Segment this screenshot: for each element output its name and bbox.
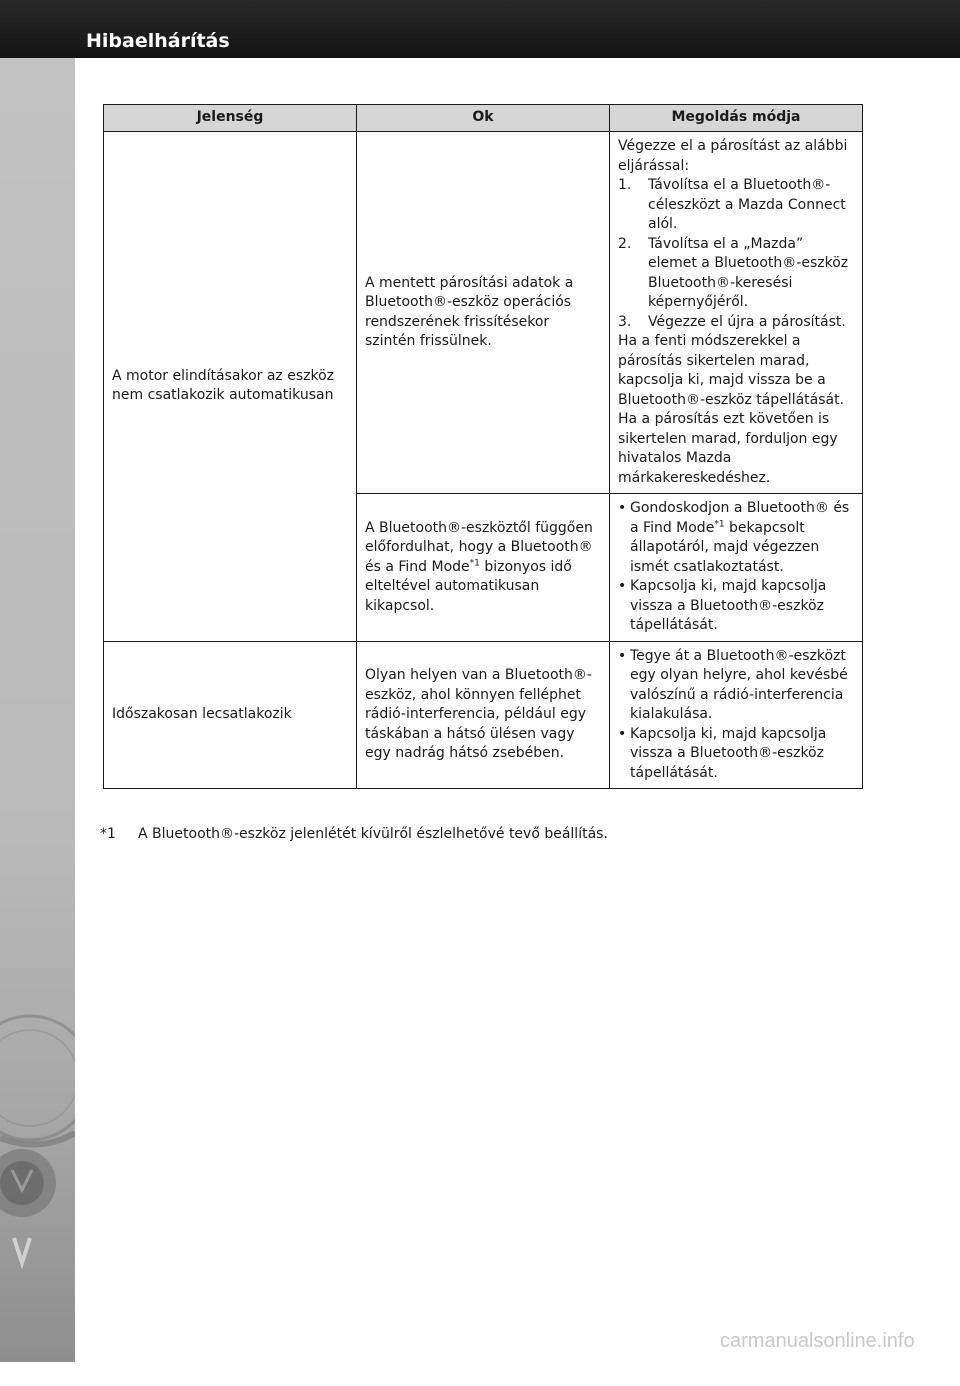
table-row [104,132,863,494]
solution-cell-find-mode [610,494,863,642]
cause-cell-pairing-update [357,132,610,494]
list-item: 1. Távolítsa el a Bluetooth®-céleszközt a Mazda Connect alól. [618,177,846,232]
column-header-cause: Ok [357,105,610,132]
solution-cell-interference [610,641,863,789]
column-header-symptom: Jelenség [104,105,357,132]
section-title: Hibaelhárítás [86,30,230,52]
footnote-text: A Bluetooth®-eszköz jelenlétét kívülről észlelhetővé tevő beállítás. [138,826,608,842]
table-header-row [104,105,863,132]
column-header-solution: Megoldás módja [610,105,863,132]
troubleshooting-table [103,104,863,789]
list-item: • Kapcsolja ki, majd kapcsolja vissza a Bluetooth®-eszköz tápellátását. [618,578,827,633]
page-number: 5-26 [13,1358,62,1385]
cause-text: A mentett párosítási adatok a Bluetooth®-eszköz operációs rendszerének frissítésekor szintén frissülnek. [365,274,574,349]
dashboard-illustration [0,938,75,1362]
list-item: 3. Végezze el újra a párosítást. [618,313,846,330]
sidebar-decoration [0,58,75,1385]
solution-cell-repair-pairing [610,132,863,494]
solution-outro: Ha a fenti módszerekkel a párosítás sikertelen marad, kapcsolja ki, majd vissza be a Bluetooth®-eszköz tápellátását. Ha a párosítás ezt követően is sikertelen marad, forduljon egy hivatalos Mazda márkakereskedéshez. [618,333,845,486]
symptom-cell-auto-connect [104,132,357,642]
symptom-cell-intermittent [104,641,357,789]
solution-bullets [618,499,856,636]
list-item: • Gondoskodjon a Bluetooth® és a Find Mode$^{*1}$ bekapcsolt állapotáról, majd végezzen ismét csatlakoztatást. [618,500,850,575]
list-item: • Tegye át a Bluetooth®-eszközt egy olyan helyre, ahol kevésbé valószínű a rádió-interferencia kialakulása. [618,647,848,722]
symptom-text: A motor elindításakor az eszköz nem csatlakozik automatikusan [112,367,335,404]
solution-intro: Végezze el a párosítást az alábbi eljárással: [618,138,848,174]
cause-cell-find-mode [357,494,610,642]
solution-bullets [618,647,856,784]
cause-cell-interference [357,641,610,789]
list-item: • Kapcsolja ki, majd kapcsolja vissza a Bluetooth®-eszköz tápellátását. [618,725,827,781]
footnote [100,824,860,844]
watermark: carmanualsonline.info [720,1330,915,1352]
list-item: 2. Távolítsa el a „Mazda” elemet a Bluetooth®-eszköz Bluetooth®-keresési képernyőjéről. [618,235,849,310]
footnote-mark: *1 [100,826,116,842]
page-header [0,0,960,58]
symptom-text: Időszakosan lecsatlakozik [112,706,292,722]
cause-text: A Bluetooth®-eszköztől függően előfordulhat, hogy a Bluetooth® és a Find Mode$^{*1}$ bizonyos idő elteltével automatikusan kikapcsol. [365,519,593,614]
solution-steps [618,176,856,332]
cause-text: Olyan helyen van a Bluetooth®-eszköz, ahol könnyen felléphet rádió-interferencia, például egy táskában a hátsó ülésen vagy egy nadrág hátsó zsebében. [365,667,592,761]
table-row [104,641,863,789]
